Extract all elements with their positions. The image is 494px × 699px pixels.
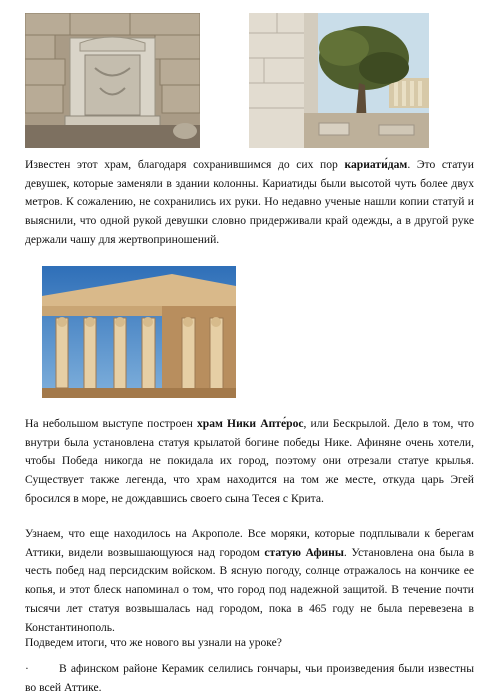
bullet-text: В афинском районе Керамик селились гончары, чьи произведения были известны во всей Аттике.: [25, 662, 474, 694]
nike-text-rest: , или Бескрылой. Дело в том, что внутри была установлена статуя крылатой богине победы Нике. Афиняне очень хотели, чтобы Победа никогда не покидала их город, поэтому они отрезали статуе крылья. Существует также легенда, что храм находится на том же месте, откуда царь Эгей бросился в море, не дождавшись своего сына Тесея с Крита.: [25, 417, 474, 505]
bullet-item: [25, 660, 474, 697]
paragraph-athena-statue: [25, 525, 474, 637]
paragraph-nike-temple: [25, 415, 474, 509]
olive-tree-photo: [249, 13, 429, 148]
paragraph-caryatids: [25, 156, 474, 250]
caryatids-term: кариати́дам: [344, 158, 408, 171]
athena-text-start: Узнаем, что еще находилось на Акрополе. Все моряки, которые подплывали к берегам Аттики, видели возвышающуюся над городом: [25, 527, 474, 559]
bullet-marker: ·: [25, 662, 29, 675]
nike-text-start: На небольшом выступе построен: [25, 417, 197, 430]
caryatids-text-start: Известен этот храм, благодаря сохранившимся до сих пор: [25, 158, 345, 171]
paragraph-summary: Подведем итоги, что же нового вы узнали на уроке?: [25, 636, 282, 649]
caryatids-photo: [42, 266, 236, 398]
fountain-photo: [25, 13, 200, 148]
caryatids-text-rest: . Это статуи девушек, которые заменяли в здании колонны. Кариатиды были высотой чуть более двух метров. К сожалению, не сохранились их руки. Но недавно ученые нашли копии статуй и выяснили, что одной рукой девушки словно придерживали край одежды, а в другой руке держали чашу для жертвоприношений.: [25, 158, 474, 246]
athena-statue-term: статую Афины: [264, 545, 344, 559]
nike-temple-term: храм Ники Апте́рос: [197, 417, 304, 430]
athena-text-rest: . Установлена она была в честь побед над персидским войском. В ясную погоду, солнце отражалось на кончике ее копья, и этот блеск напоминал о том, что город под надежной защитой. В течение почти тысячи лет статуя возвышалась над городом, пока в 465 году не была перевезена в Константинополь.: [25, 545, 474, 634]
